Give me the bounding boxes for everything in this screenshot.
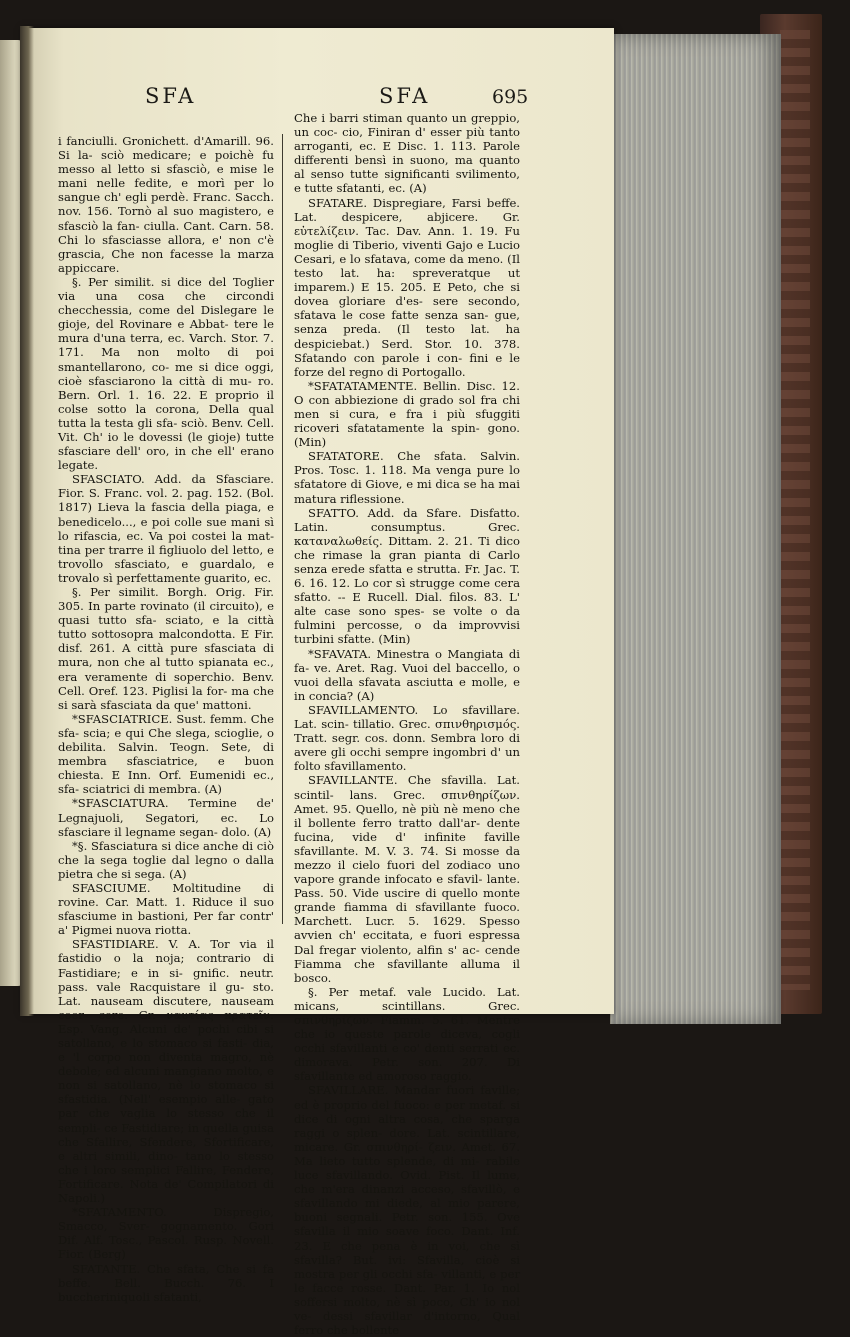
entry-paragraph: *SFATAMENTO. Dispregio, Smacco, Sver- gognamento. Gori Dif. Alf. Tosc., Pascol. Rusp. Novell. Fior. (Berg) <box>58 1205 274 1262</box>
left-column <box>58 134 274 1304</box>
page-number: 695 <box>492 86 529 108</box>
book-cover-texture <box>780 30 810 990</box>
right-column <box>294 111 520 1337</box>
entry-paragraph: SFATARE. Dispregiare, Farsi beffe. Lat. despicere, abjicere. Gr. εὐτελίζειν. Tac. Dav. Ann. 1. 19. Fu moglie di Tiberio, viventi Gajo e Lucio Cesari, e lo sfatava, come da meno. (Il testo lat. ha: spreveratque ut imparem.) E 15. 205. E Peto, che si dovea gloriare d'es- sere secondo, sfatava le cose fatte senza san- gue, senza preda. (Il testo lat. ha despiciebat.) Serd. Stor. 10. 378. Sfatando con parole i con- fini e le forze del regno di Portogallo. <box>294 195 520 379</box>
entry-paragraph: SFAVILLARE. Mandar fuori faville; ed è proprio del fuoco: e per metaf. si dice di ogni altra cosa, che sparga raggi o splen- dore. Lat. scintillare, micare. Gr. σπινθηρί- ζειν. Amet. 67. Ma lieto tutto splende, di mi- rabile luce sfavillando. Ovid. Pist. Il lume, che m'era dinanzi acceso, sfavillò, e sfavillando mi diede, al mio parere, buoni segnali. Petr. son. 155. Ove sfavilla il mio soave foco. Dant. Inf. 23. E che pena è in voi, che sì sfavilla? But. ivi: Sfavilla, cioè si mostra per gli occhi sfa- villanti, e per le facce rosse. Dant. Par. 1. Io nol soffersi molto, nè sì poco, Ch' io nol ve- dessi sfavillar d'intorno, Qual ferro che bollente <box>294 1083 520 1337</box>
entry-paragraph: SFASTIDIARE. V. A. Tor via il fastidio o la noja; contrario di Fastidiare; e in si- gnific. neutr. pass. vale Racquistare il gu- sto. Lat. nauseam discutere, nauseam coer- cere. Gr. ναυτίας κρατεῖν. Esp. Vang. Alcuni de' pochi cibi si satollano, e lo stomaco si fasti- dia, e 'l corpo non diventa magro, nè debole; ed alcuni mangiano molto, e non si satollano, nè lo stomaco si sfastidia. (Nell' esempio alle- gato par che vaglia lo stesso che il sempli- ce Fastidiare; in quella guisa che Sfallire, Sfendere, Sfortificare, e altri simili, dino- tano lo stesso che i loro semplici Fallire, Fendere, Fortificare. Nota de' Compilatori di Napoli.) <box>58 937 274 1206</box>
entry-paragraph: *§. Sfasciatura si dice anche di ciò che la sega toglie dal legno o dalla pietra che si sega. (A) <box>58 838 274 881</box>
entry-paragraph: *SFASCIATURA. Termine de' Legnajuoli, Segatori, ec. Lo sfasciare il legname segan- dolo. (A) <box>58 796 274 839</box>
entry-paragraph: SFATANTE. Che sfata, Che si fa beffe. Bell. Bucch. 76. I buccheriniquoli sfatanti, <box>58 1261 274 1304</box>
column-divider <box>282 134 283 924</box>
entry-paragraph: SFATTO. Add. da Sfare. Disfatto. Latin. consumptus. Grec. καταναλωθείς. Dittam. 2. 21. Ti dico che rimase la gran pianta di Carlo senza erede sfatta e strutta. Fr. Jac. T. 6. 16. 12. Lo cor sì strugge come cera sfatto. -- E Rucell. Dial. filos. 83. L' alte case sono spes- se volte o da fulmini percosse, o da improvvisi turbini sfatte. (Min) <box>294 505 520 647</box>
entry-paragraph: Che i barri stiman quanto un greppio, un coc- cio, Finiran d' esser più tanto arroganti, ec. E Disc. 1. 113. Parole differenti bensì in suono, ma quanto al senso tutte significanti svilimento, e tutte sfatanti, ec. (A) <box>294 111 520 196</box>
entry-paragraph: SFATATORE. Che sfata. Salvin. Pros. Tosc. 1. 118. Ma venga pure lo sfatatore di Giove, e mi dica se ha mai matura riflessione. <box>294 449 520 506</box>
running-head-left: SFA <box>145 84 197 108</box>
entry-paragraph: §. Per metaf. vale Lucido. Lat. micans, scintillans. Grec. σπινθηρίζων. Fiamm. 5. 61. Mentre che io queste parole diceva, cogli occhi sfavillanti e co' denti serrati ec. dimorava. Petr. son. 207. Di sfavillante ed amoroso raggio. <box>294 984 520 1084</box>
entry-paragraph: *SFATATAMENTE. Bellin. Disc. 12. O con abbiezione di grado sol fra chi men si cura, e fra i più sfuggiti ricoveri sfatatamente la spin- gono. (Min) <box>294 378 520 450</box>
entry-paragraph: *SFASCIATRICE. Sust. femm. Che sfa- scia; e qui Che slega, scioglie, o debilita. Salvin. Teogn. Sete, di membra sfasciatrice, e buon chiesta. E Inn. Orf. Eumenidi ec., sfa- sciatrici di membra. (A) <box>58 711 274 797</box>
entry-paragraph: *SFAVATA. Minestra o Mangiata di fa- ve. Aret. Rag. Vuoi del baccello, o vuoi della sfavata asciutta e molle, e in concia? (A) <box>294 646 520 703</box>
entry-paragraph: SFASCIUME. Moltitudine di rovine. Car. Matt. 1. Riduce il suo sfasciume in bastioni, Per far contr' a' Pigmei nuova riotta. <box>58 880 274 938</box>
entry-paragraph: SFASCIATO. Add. da Sfasciare. Fior. S. Franc. vol. 2. pag. 152. (Bol. 1817) Lieva la fascia della piaga, e benedicelo..., e poi colle sue mani sì lo rifascia, ec. Va poi costei la mat- tina per trarre il figliuolo del letto, e trovollo sfasciato, e guardalo, e trovalo sì perfettamente guarito, ec. <box>58 472 274 585</box>
entry-paragraph: SFAVILLANTE. Che sfavilla. Lat. scintil- lans. Grec. σπινθηρίζων. Amet. 95. Quello, nè più nè meno che il bollente ferro tratto dall'ar- dente fucina, vide d' infinite faville sfavillante. M. V. 3. 74. Si mosse da mezzo il cielo fuori del zodiaco uno vapore grande infocato e sfavil- lante. Pass. 50. Vide uscire di quello monte grande fiamma di sfavillante fuoco. Marchett. Lucr. 5. 1629. Spesso avvien ch' eccitata, e fuori espressa Dal fregar violento, alfin s' ac- cende Fiamma che sfavillante alluma il bosco. <box>294 773 520 985</box>
entry-paragraph: i fanciulli. Gronichett. d'Amarill. 96. Si la- sciò medicare; e poichè fu messo al letto si sfasciò, e mise le mani nelle fedite, e morì per lo sangue ch' egli perdè. Franc. Sacch. nov. 156. Tornò al suo magistero, e sfasciò la fan- ciulla. Cant. Carn. 58. Chi lo sfasciasse allora, e' non c'è grascia, Che non facesse la marza appiccare. <box>58 134 274 275</box>
spine-gutter-shadow <box>20 26 34 1016</box>
entry-paragraph: SFAVILLAMENTO. Lo sfavillare. Lat. scin- tillatio. Grec. σπινθηρισμός. Tratt. segr. cos. donn. Sembra loro di avere gli occhi sempre ingombri d' un folto sfavillamento. <box>294 702 520 774</box>
dictionary-page <box>22 28 614 1337</box>
entry-paragraph: §. Per similit. Borgh. Orig. Fir. 305. In parte rovinato (il circuito), e quasi tutto sfa- sciato, e la città tutto sottosopra malcondotta. E Fir. disf. 261. A città pure sfasciata di mura, non che al tutto spianata ec., era veramente di soperchio. Benv. Cell. Oref. 123. Piglisi la for- ma che si sarà sfasciata da que' mattoni. <box>58 585 274 712</box>
entry-paragraph: §. Per similit. si dice del Toglier via una cosa che circondi checchessia, come del Dislegare le gioje, del Rovinare e Abbat- tere le mura d'una terra, ec. Varch. Stor. 7. 171. Ma non molto di poi smantellarono, co- me si dice oggi, cioè sfasciarono la città di mu- ro. Bern. Orl. 1. 16. 22. E proprio il colse sotto la corona, Della qual tutta la testa gli sfa- sciò. Benv. Cell. Vit. Ch' io le dovessi (le gioje) tutte sfasciare dell' oro, in che ell' erano legate. <box>58 274 274 473</box>
running-head-right: SFA <box>379 84 431 108</box>
page-edges <box>610 34 781 1024</box>
